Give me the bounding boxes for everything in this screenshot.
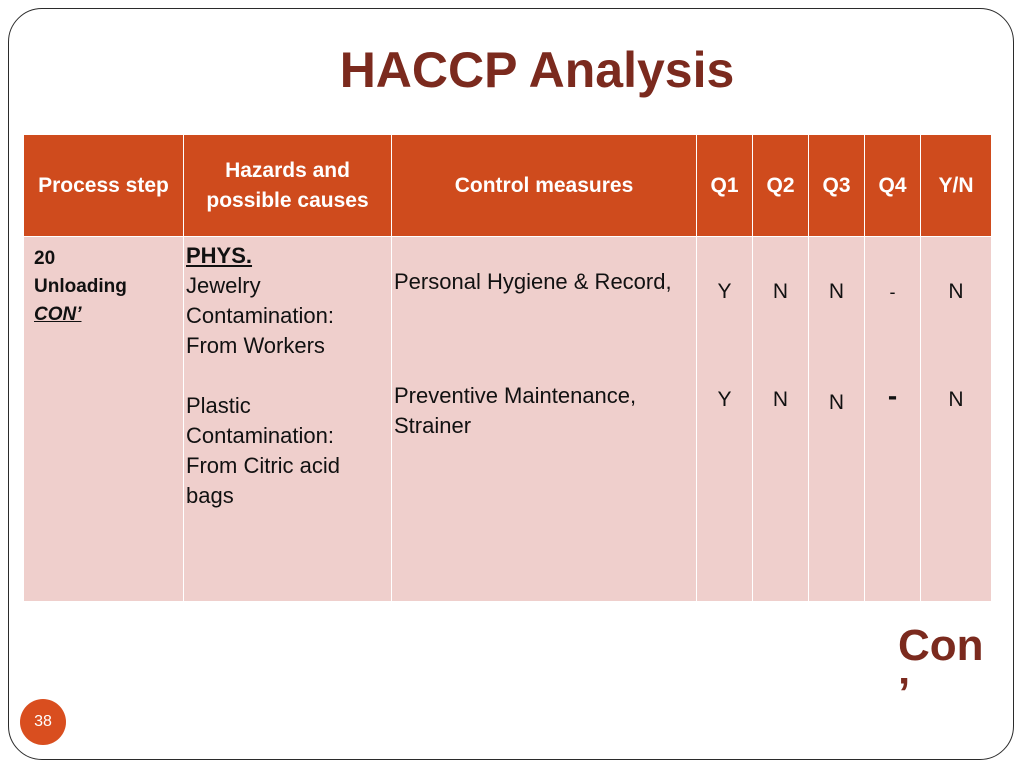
header-q3: Q3 xyxy=(809,135,865,237)
control-maintenance: Preventive Maintenance, Strainer xyxy=(394,383,637,438)
control-hygiene: Personal Hygiene & Record, xyxy=(394,269,672,294)
cell-q4 xyxy=(865,237,921,602)
header-control-measures: Control measures xyxy=(392,135,697,237)
step-number: 20 xyxy=(34,248,56,269)
header-q4: Q4 xyxy=(865,135,921,237)
table-row xyxy=(24,237,992,602)
hazard-jewelry: Jewelry Contamination: From Workers xyxy=(186,273,334,358)
page-number-badge: 38 xyxy=(20,699,66,745)
yn-answer-1: N xyxy=(948,280,964,303)
header-q2: Q2 xyxy=(753,135,809,237)
cell-q3 xyxy=(809,237,865,602)
q4-answer-2: - xyxy=(887,380,898,411)
hazard-plastic: Plastic Contamination: From Citric acid bags xyxy=(186,393,341,508)
q2-answer-2: N xyxy=(772,388,789,411)
header-yn: Y/N xyxy=(921,135,992,237)
continued-note: Con ’ xyxy=(898,621,984,718)
header-process-step: Process step xyxy=(24,135,184,237)
q4-answer-1: - xyxy=(889,282,896,302)
header-hazards: Hazards and possible causes xyxy=(184,135,392,237)
cell-control-measures xyxy=(392,237,697,602)
haccp-table xyxy=(23,134,992,602)
cell-process-step xyxy=(24,237,184,602)
step-name: Unloading xyxy=(34,276,127,297)
haccp-table-container xyxy=(23,134,991,602)
q3-answer-1: N xyxy=(828,280,845,303)
hazard-category: PHYS. xyxy=(186,243,253,268)
q1-answer-1: Y xyxy=(717,280,732,303)
cell-yn xyxy=(921,237,992,602)
cell-hazards xyxy=(184,237,392,602)
q3-answer-2: N xyxy=(828,391,845,414)
yn-answer-2: N xyxy=(948,388,964,411)
slide-title: HACCP Analysis xyxy=(339,42,735,98)
step-continued: CON’ xyxy=(34,304,82,325)
cell-q2 xyxy=(753,237,809,602)
header-q1: Q1 xyxy=(697,135,753,237)
q2-answer-1: N xyxy=(772,280,789,303)
cell-q1 xyxy=(697,237,753,602)
table-header-row xyxy=(24,135,992,237)
q1-answer-2: Y xyxy=(717,388,732,411)
